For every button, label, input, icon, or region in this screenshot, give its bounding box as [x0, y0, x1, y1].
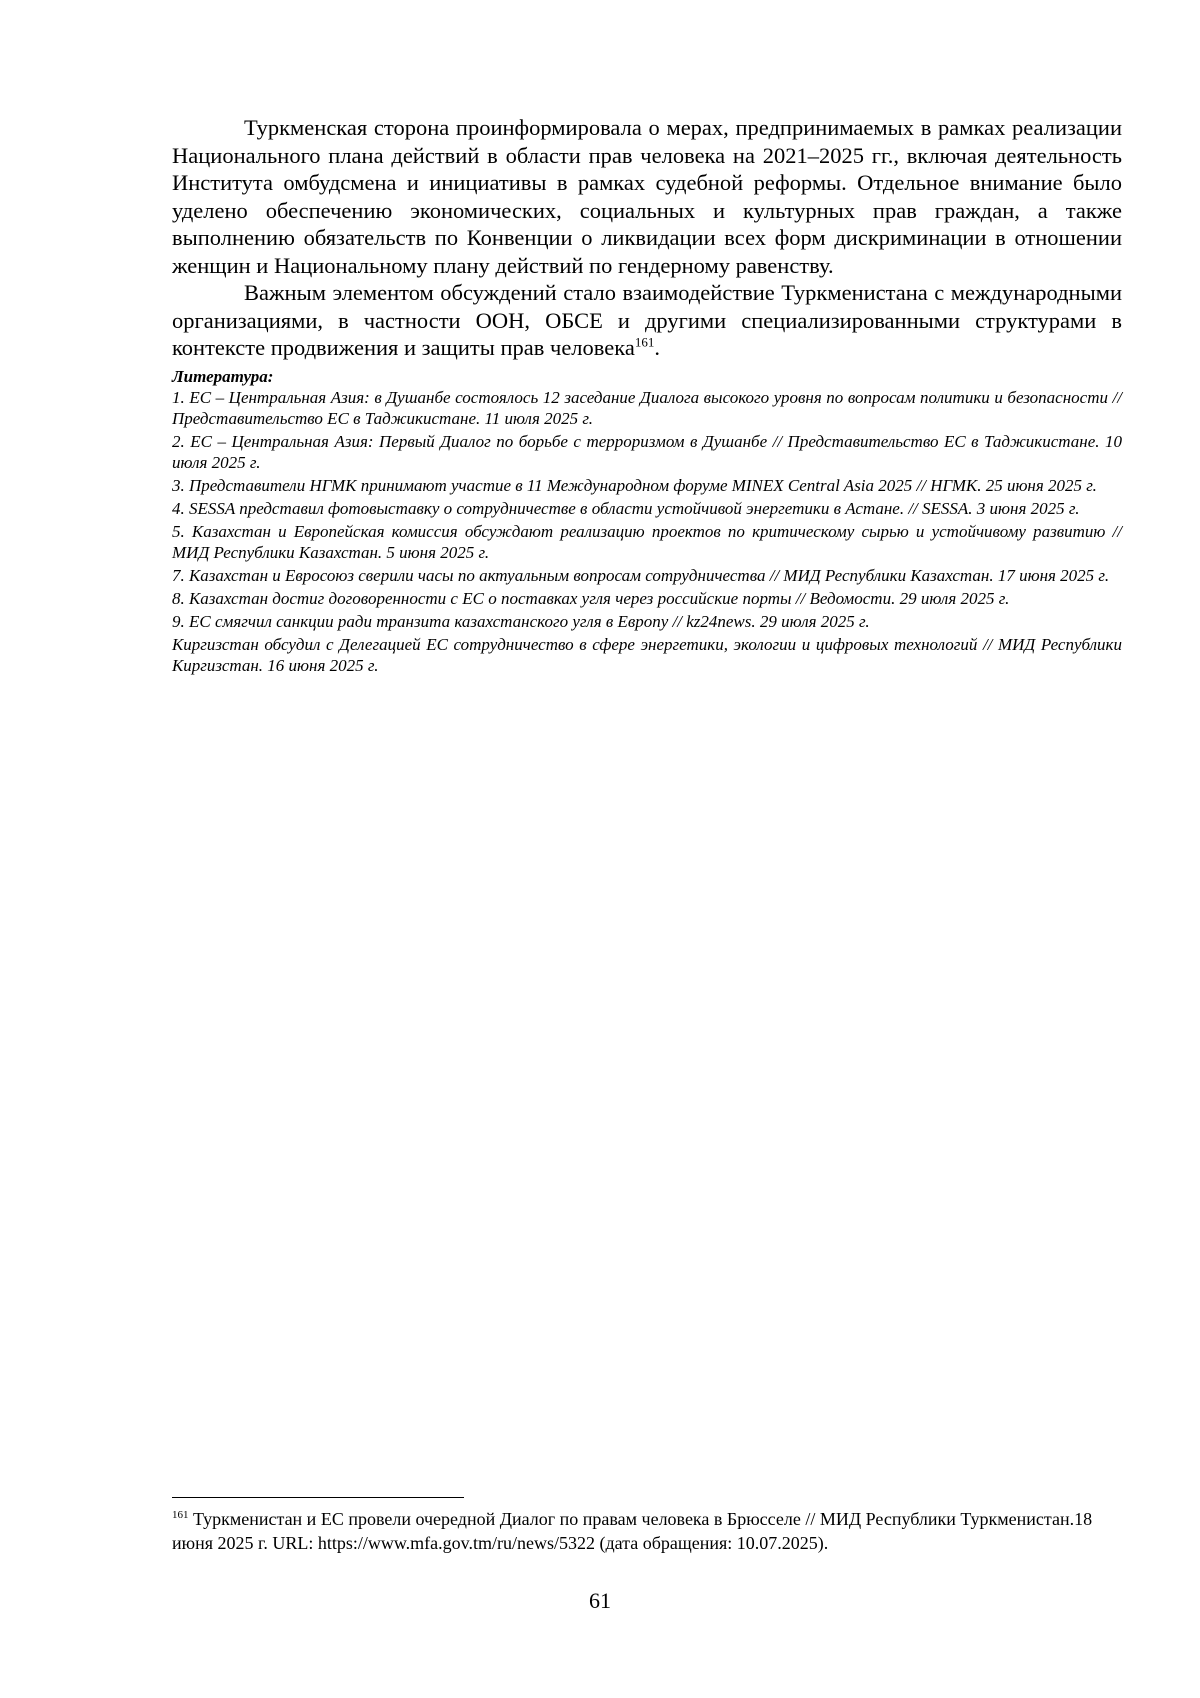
literature-list — [172, 387, 1122, 676]
page-content — [172, 114, 1122, 678]
footnote — [172, 1507, 1122, 1555]
literature-item: 1. ЕС – Центральная Азия: в Душанбе состоялось 12 заседание Диалога высокого уровня по вопросам политики и безопасности // Представительство ЕС в Таджикистане. 11 июля 2025 г. — [172, 387, 1122, 428]
body-paragraph: Туркменская сторона проинформировала о мерах, предпринимаемых в рамках реализации Национального плана действий в области прав человека на 2021–2025 гг., включая деятельность Института омбудсмена и инициативы в рамках судебной реформы. Отдельное внимание было уделено обеспечению экономических, социальных и культурных прав граждан, а также выполнению обязательств по Конвенции о ликвидации всех форм дискриминации в отношении женщин и Национальному плану действий по гендерному равенству. — [172, 115, 1122, 278]
body-paragraph-end: . — [654, 335, 660, 360]
literature-item: 3. Представители НГМК принимают участие в 11 Международном форуме MINEX Central Asia 2025 // НГМК. 25 июня 2025 г. — [172, 475, 1097, 495]
body-paragraph — [172, 279, 1122, 362]
literature-item: 8. Казахстан достиг договоренности с ЕС о поставках угля через российские порты // Ведомости. 29 июля 2025 г. — [172, 588, 1010, 608]
body-paragraph-text: Важным элементом обсуждений стало взаимодействие Туркменистана с международными организациями, в частности ООН, ОБСЕ и другими специализированными структурами в контексте продвижения и защиты прав человека — [172, 280, 1122, 360]
page-number: 61 — [589, 1588, 611, 1613]
footnote-separator — [172, 1497, 464, 1498]
literature-item: 2. ЕС – Центральная Азия: Первый Диалог по борьбе с терроризмом в Душанбе // Представительство ЕС в Таджикистане. 10 июля 2025 г. — [172, 431, 1122, 472]
literature-heading: Литература: — [172, 366, 274, 386]
footnote-number: 161 — [172, 1509, 189, 1521]
literature-item: 9. ЕС смягчил санкции ради транзита казахстанского угля в Европу // kz24news. 29 июля 2025 г. — [172, 611, 870, 631]
literature-item: Киргизстан обсудил с Делегацией ЕС сотрудничество в сфере энергетики, экологии и цифровых технологий // МИД Республики Киргизстан. 16 июня 2025 г. — [172, 634, 1122, 675]
literature-item: 7. Казахстан и Евросоюз сверили часы по актуальным вопросам сотрудничества // МИД Республики Казахстан. 17 июня 2025 г. — [172, 565, 1110, 585]
literature-item: 5. Казахстан и Европейская комиссия обсуждают реализацию проектов по критическому сырью и устойчивому развитию // МИД Республики Казахстан. 5 июня 2025 г. — [172, 521, 1122, 562]
footnote-reference[interactable]: 161 — [634, 334, 655, 350]
footnote-text: Туркменистан и ЕС провели очередной Диалог по правам человека в Брюсселе // МИД Республики Туркменистан.18 июня 2025 г. URL: https://www.mfa.gov.tm/ru/news/5322 (дата обращения: 10.07.2025). — [172, 1509, 1093, 1553]
literature-item: 4. SESSA представил фотовыставку о сотрудничестве в области устойчивой энергетики в Астане. // SESSA. 3 июня 2025 г. — [172, 498, 1080, 518]
